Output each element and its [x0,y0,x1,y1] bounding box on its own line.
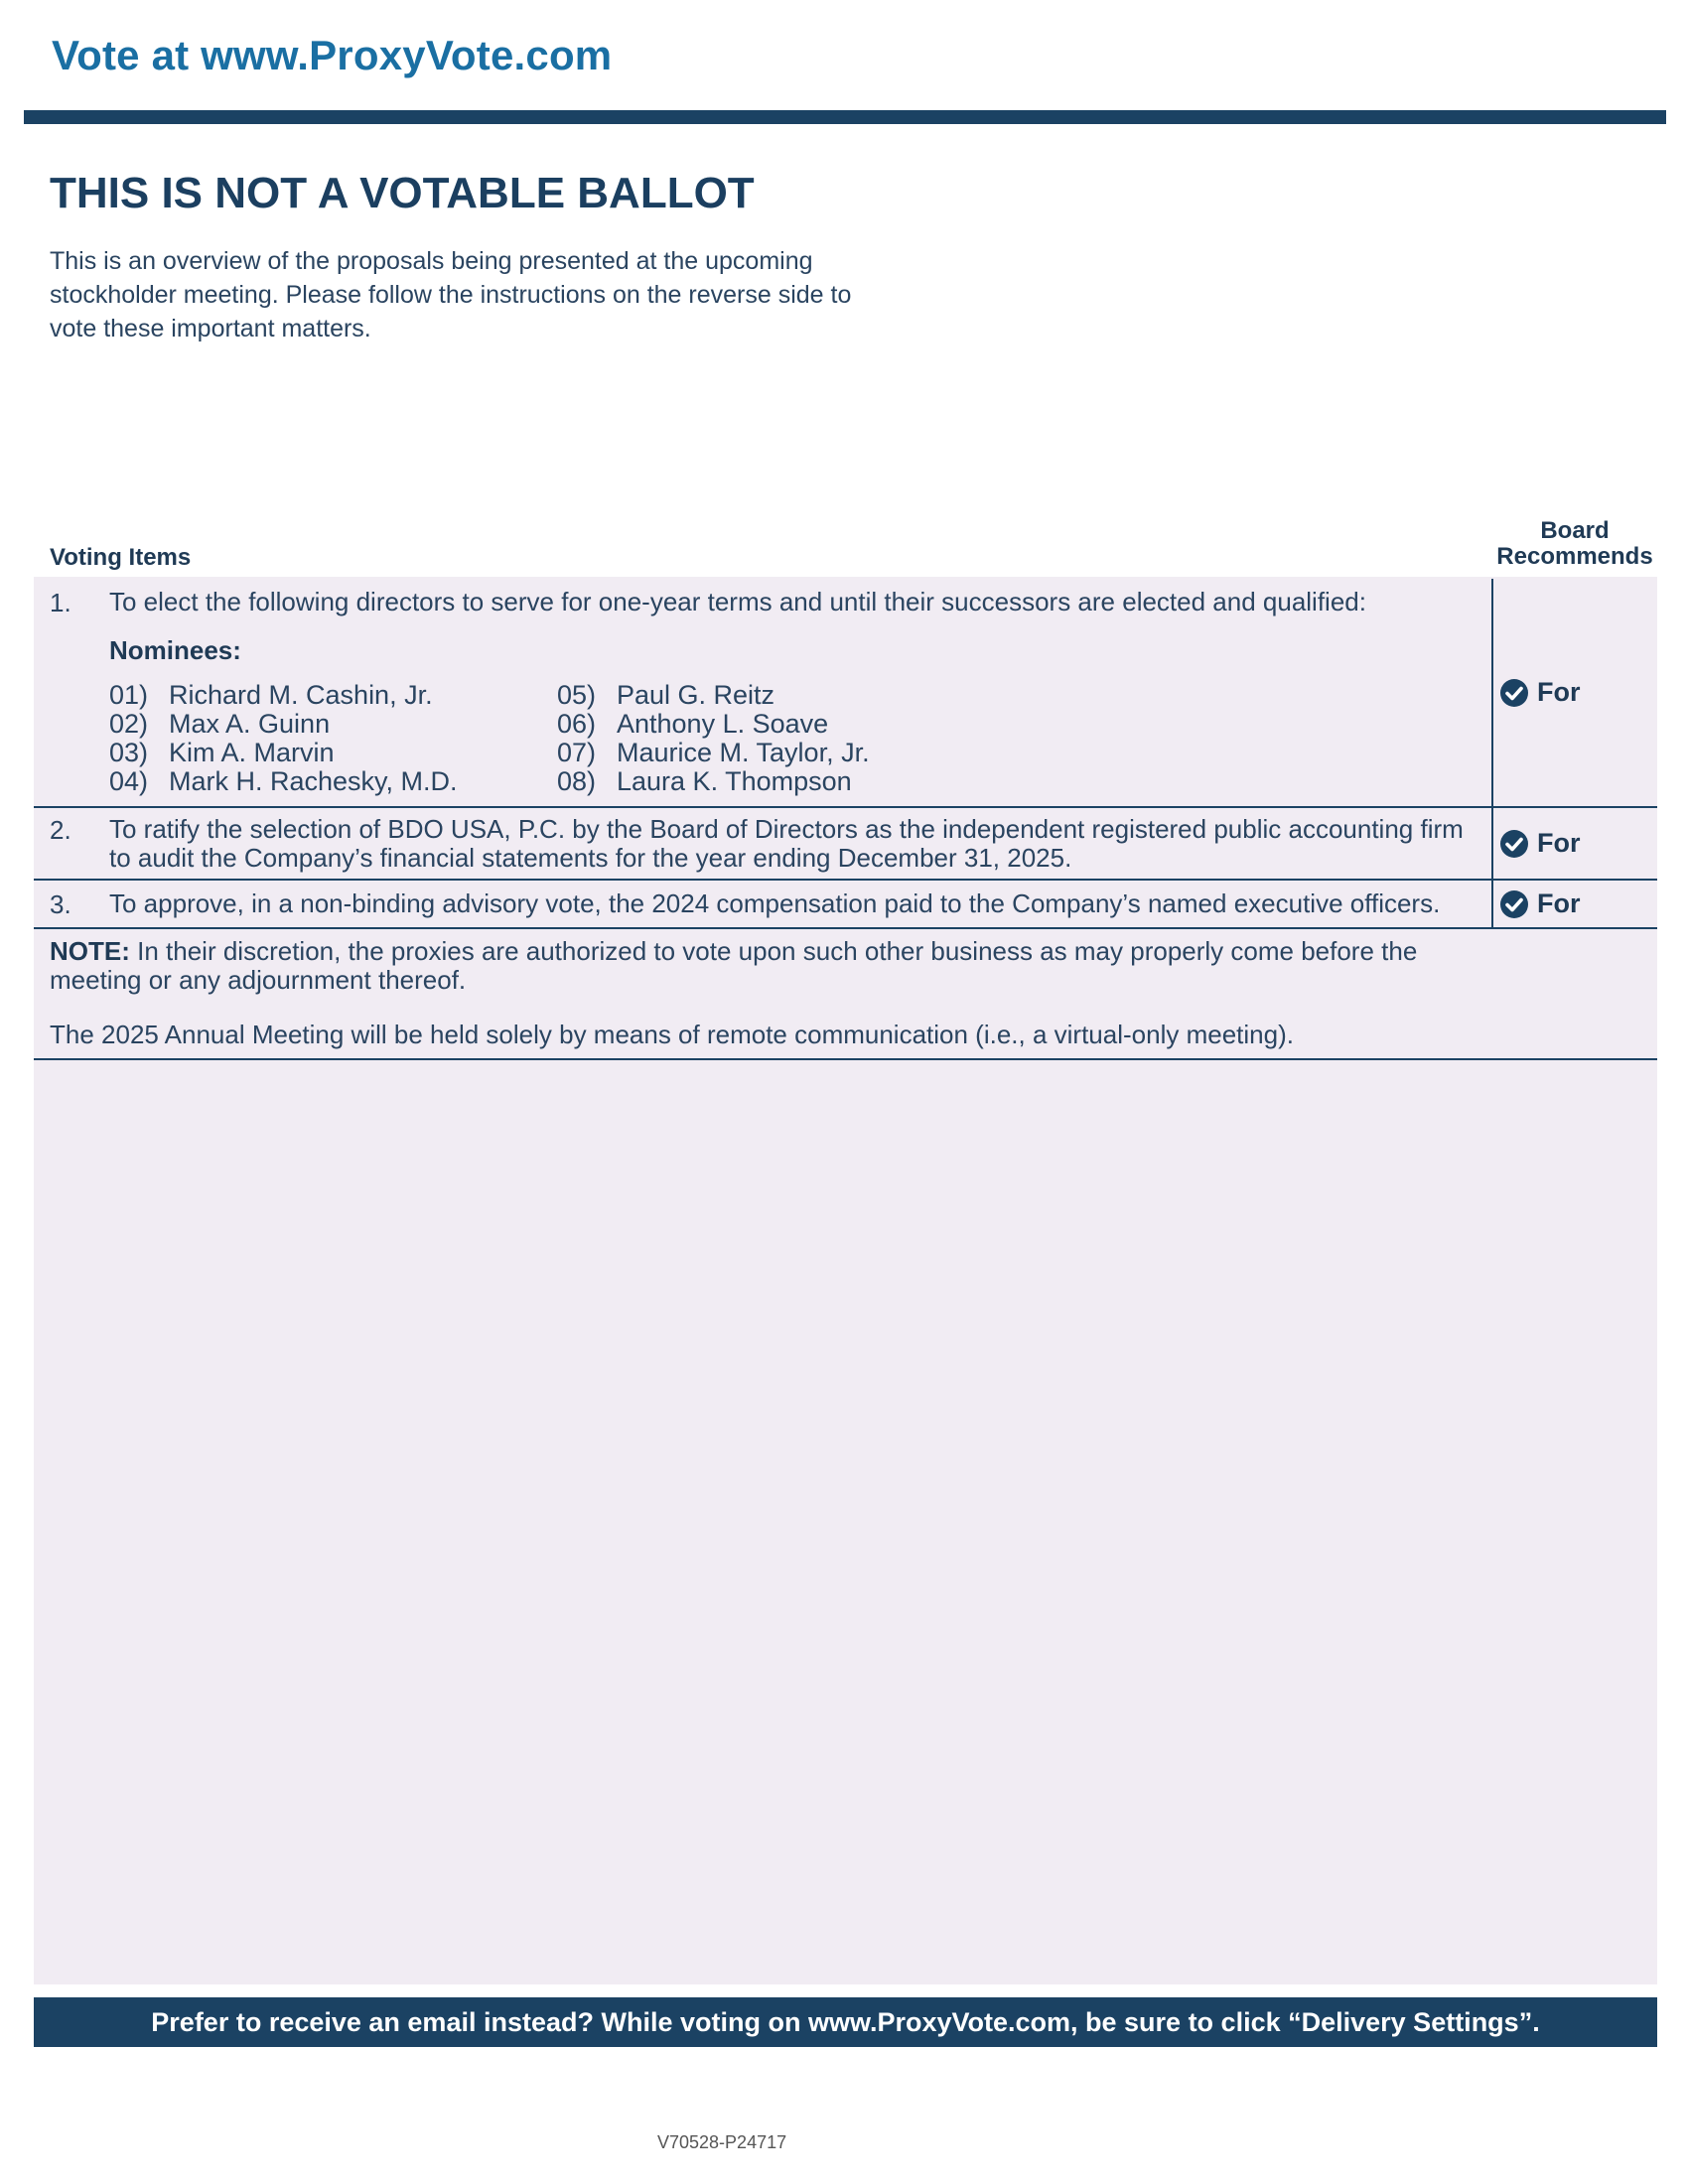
item-1-text: To elect the following directors to serve for one-year terms and until their successors are elected and qualified: [109,587,1366,616]
email-delivery-banner [34,1997,1657,2047]
nominee-list-left [109,681,458,796]
item-2-text: To ratify the selection of BDO USA, P.C. by the Board of Directors as the independent registered public accounting firm to audit the Company’s financial statements for the year ending December 31, 2025. [109,814,1464,873]
board-recommends-header [1489,518,1660,570]
check-circle-icon [1499,678,1529,708]
recommendation-item-3 [1499,888,1581,919]
item-number: 2. [50,815,71,845]
check-circle-icon [1499,889,1529,919]
recommendation-item-2 [1499,828,1581,859]
board-recommends-label: Board Recommends [1496,517,1653,570]
note-label: NOTE: [50,936,130,966]
recommendation-label: For [1537,828,1581,858]
voting-items-header: Voting Items [50,544,192,571]
nominee-list-right [557,681,870,796]
nominee: 04) Mark H. Rachesky, M.D. [109,766,458,796]
recommendation-column-divider [1491,579,1493,928]
nominee: 01) Richard M. Cashin, Jr. [109,680,433,710]
recommendation-label: For [1537,677,1581,707]
note-text: In their discretion, the proxies are authorized to vote upon such other business as may properly come before the meeting or any adjournment thereof. [50,936,1418,995]
nominees-label: Nominees: [109,635,241,665]
check-circle-icon [1499,829,1529,859]
note-paragraph [50,937,1489,995]
row-divider [34,1058,1657,1060]
nominee: 05) Paul G. Reitz [557,680,775,710]
nominee: 07) Maurice M. Taylor, Jr. [557,738,870,767]
item-number: 3. [50,889,71,919]
nominee: 06) Anthony L. Soave [557,709,829,739]
nominee: 03) Kim A. Marvin [109,738,335,767]
ballot-heading: THIS IS NOT A VOTABLE BALLOT [50,169,755,217]
row-divider [34,927,1657,929]
item-number: 1. [50,588,71,617]
recommendation-label: For [1537,888,1581,918]
email-delivery-message: Prefer to receive an email instead? While voting on www.ProxyVote.com, be sure to click “Delivery Settings”. [151,2006,1540,2037]
intro-paragraph: This is an overview of the proposals being presented at the upcoming stockholder meeting. Please follow the instructions on the reverse side to vote these important matters. [50,247,852,342]
site-title: Vote at www.ProxyVote.com [52,32,613,78]
top-divider [24,110,1666,124]
nominee: 08) Laura K. Thompson [557,766,852,796]
item-3-text: To approve, in a non-binding advisory vote, the 2024 compensation paid to the Company’s named executive officers. [109,888,1441,918]
row-divider [34,879,1657,881]
nominee: 02) Max A. Guinn [109,709,331,739]
document-code: V70528-P24717 [657,2132,787,2152]
row-divider [34,806,1657,808]
meeting-notice: The 2025 Annual Meeting will be held solely by means of remote communication (i.e., a virtual-only meeting). [50,1020,1294,1049]
recommendation-item-1 [1499,677,1581,708]
